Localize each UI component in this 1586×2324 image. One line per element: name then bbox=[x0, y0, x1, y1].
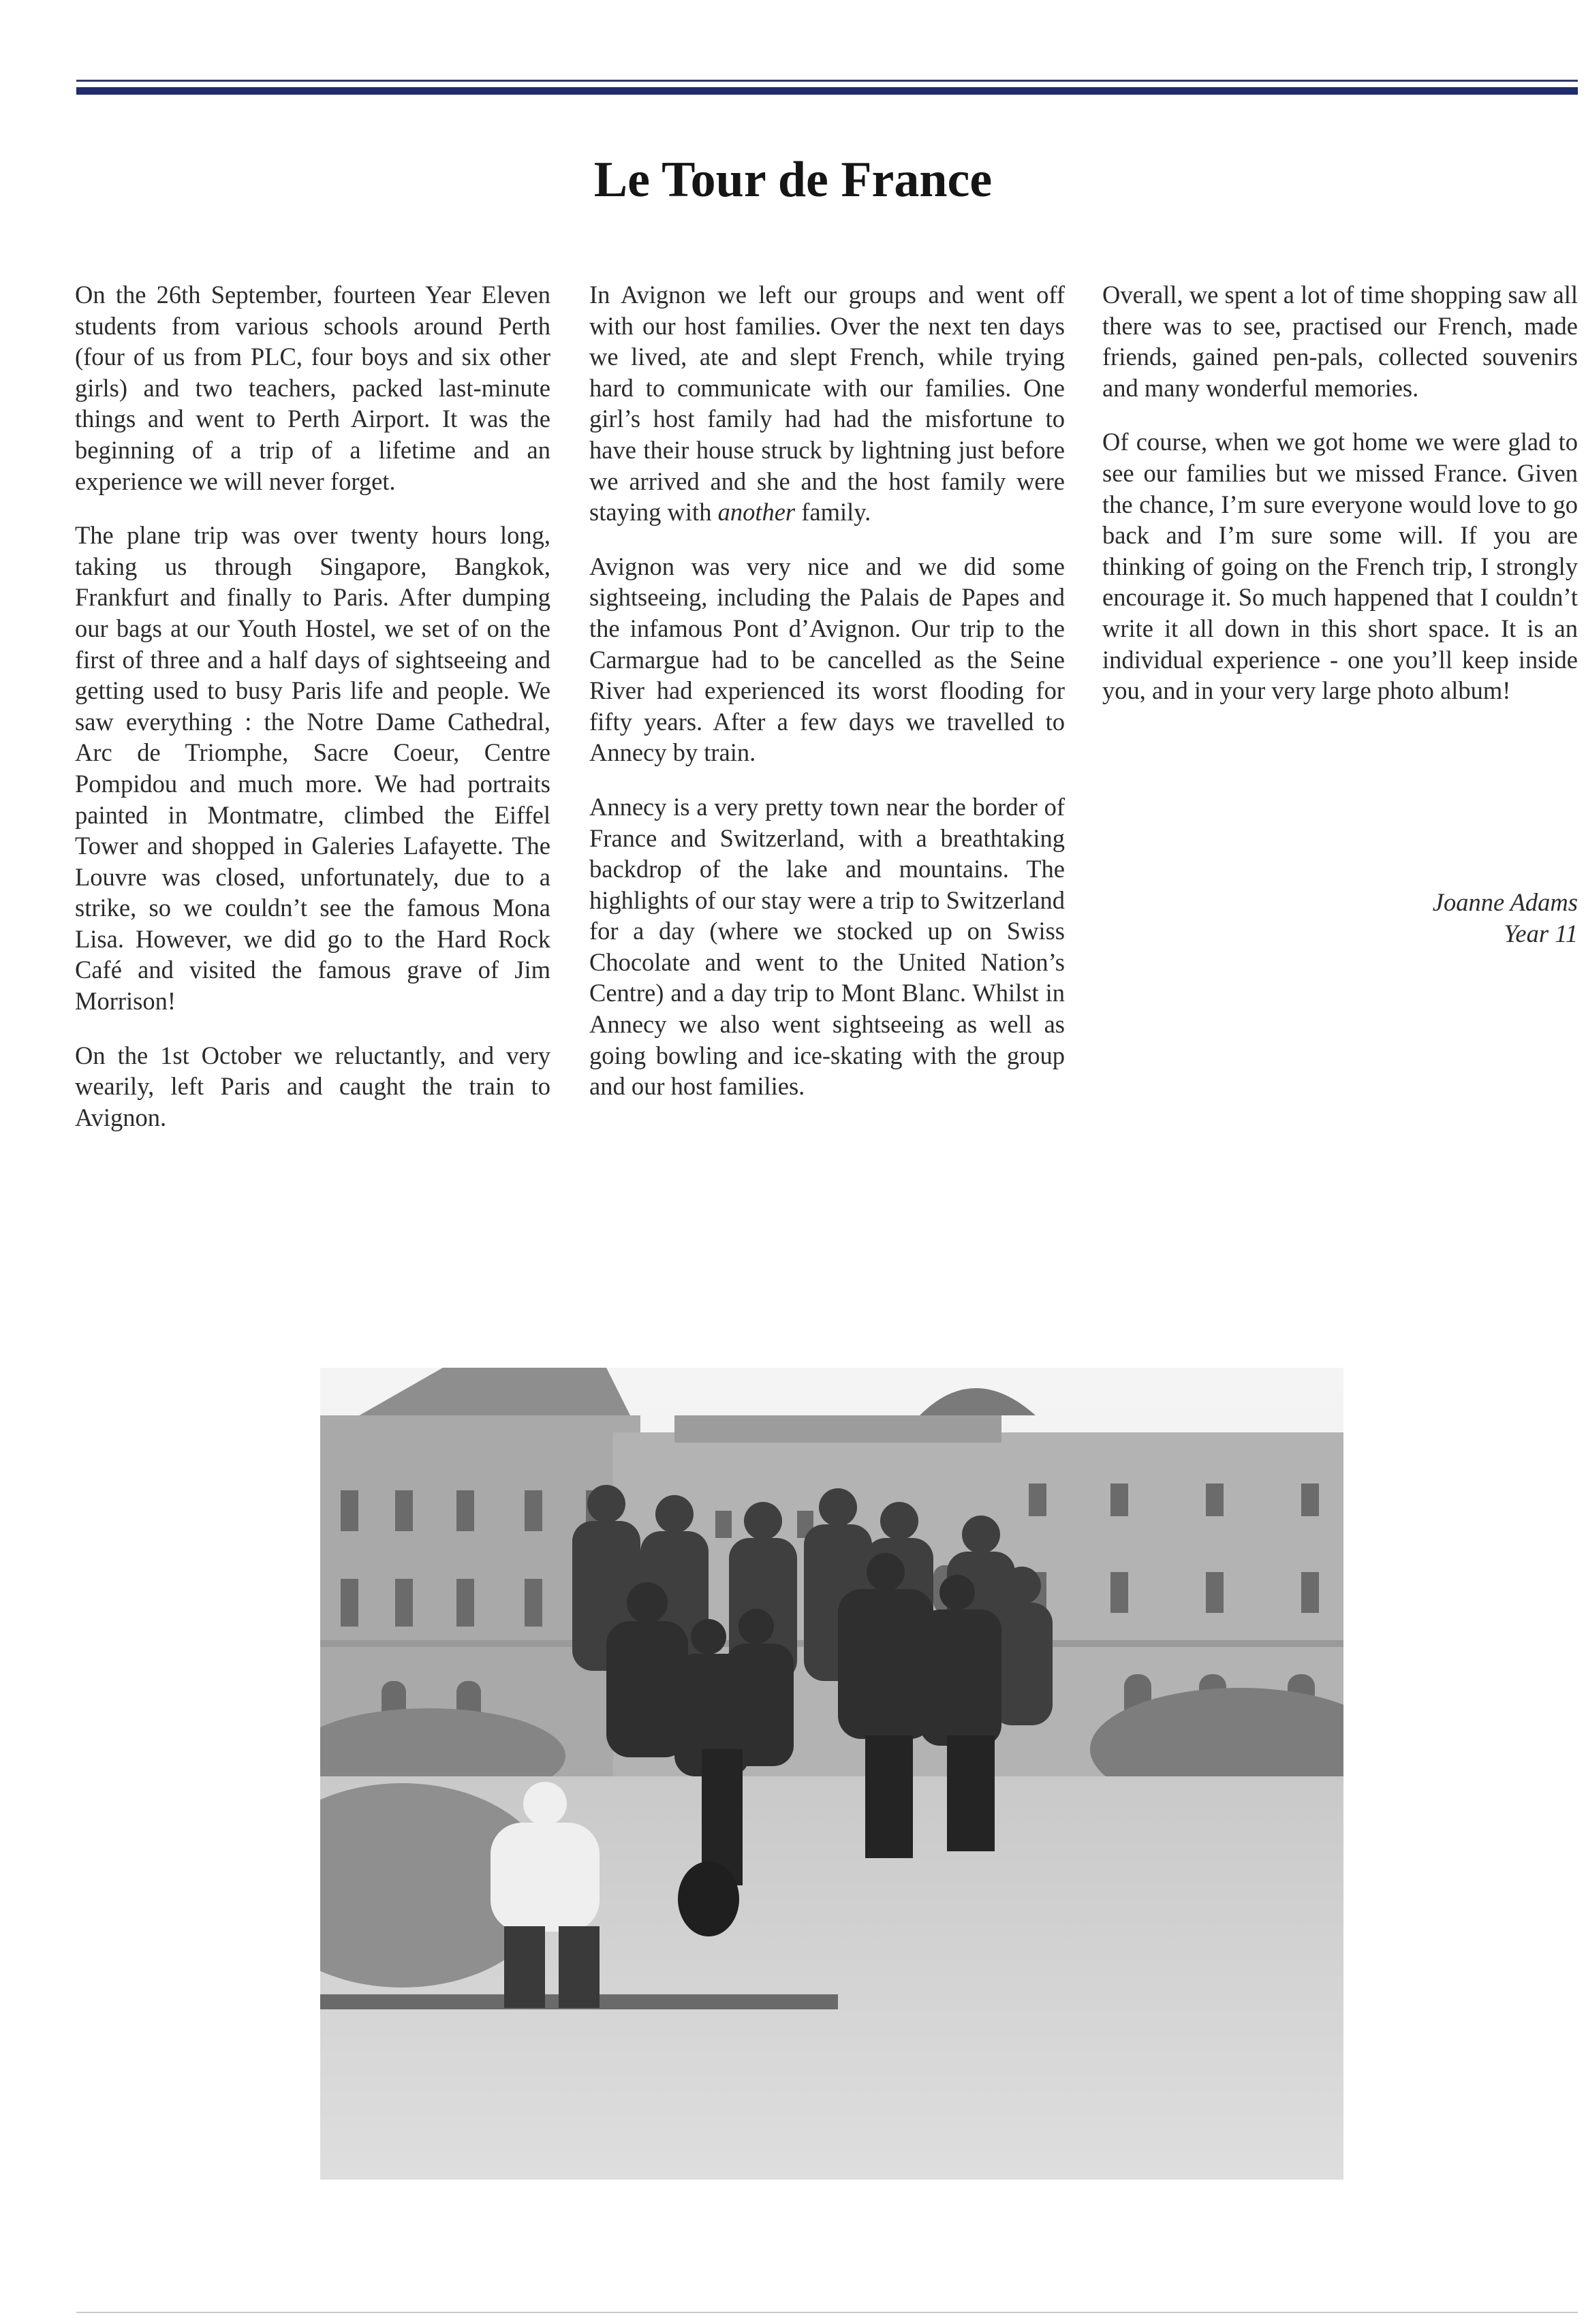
paragraph: On the 26th September, fourteen Year Eleven students from various schools around Perth (four of us from PLC, four boys and six other girls) and two teachers, packed last-minute things and went to Perth Airport. It was the beginning of a trip of a lifetime and an experience we will never forget. bbox=[75, 281, 550, 495]
paragraph: Overall, we spent a lot of time shopping saw all there was to see, practised our French, made friends, gained pen-pals, collected souvenirs and many wonderful memories. bbox=[1102, 281, 1578, 402]
paragraph: The plane trip was over twenty hours long, taking us through Singapore, Bangkok, Frankfurt and finally to Paris. After dumping our bags at our Youth Hostel, we set of on the first of three and a half days of sightseeing and getting used to busy Paris life and people. We saw everything : the Notre Dame Cathedral, Arc de Triomphe, Sacre Coeur, Centre Pompidou and much more. We had portraits painted in Montmatre, climbed the Eiffel Tower and shopped in Galeries Lafayette. The Louvre was closed, unfortunately, due to a strike, so we couldn’t see the famous Mona Lisa. However, we did go to the Hard Rock Café and visited the famous grave of Jim Morrison! bbox=[75, 521, 550, 1016]
paragraph: Of course, when we got home we were glad to see our families but we missed France. Given the chance, I’m sure everyone would love to go back and I’m sure some will. If you are thinking of going on the French trip, I strongly encourage it. So much happened that I couldn’t write it all down in this short space. It is an individual experience - one you’ll keep inside you, and in your very large photo album! bbox=[1102, 428, 1578, 705]
bottom-rule bbox=[76, 2312, 1578, 2313]
page-title: Le Tour de France bbox=[593, 152, 993, 208]
group-photo bbox=[320, 1368, 1343, 2180]
paragraph: Avignon was very nice and we did some sightseeing, including the Palais de Papes and the infamous Pont d’Avignon. Our trip to the Carmargue had to be cancelled as the Seine River had experienced its worst flooding for fifty years. After a few days we travelled to Annecy by train. bbox=[589, 552, 1065, 767]
author-signature bbox=[1102, 887, 1578, 949]
paragraph-text: family. bbox=[801, 498, 871, 527]
author-year: Year 11 bbox=[1504, 920, 1578, 947]
paragraph-text: In Avignon we left our groups and went off with our host families. Over the next ten days we lived, ate and slept French, while trying hard to communicate with our families. One girl’s host family had had the misfortune to have their house struck by lightning just before we arrived and she and the host family were staying with bbox=[589, 281, 1065, 527]
paragraph bbox=[589, 279, 1065, 528]
paragraph: Annecy is a very pretty town near the border of France and Switzerland, with a breathtaking backdrop of the lake and mountains. The highlights of our stay were a trip to Switzerland for a day (where we stocked up on Swiss Chocolate and went to the United Nation’s Centre) and a day trip to Mont Blanc. Whilst in Annecy we also went sightseeing as well as going bowling and ice-skating with the group and our host families. bbox=[589, 792, 1065, 1101]
article-column-1 bbox=[75, 279, 550, 1156]
top-rule-thin bbox=[76, 80, 1578, 82]
article-column-3 bbox=[1102, 279, 1578, 729]
top-rule-thick bbox=[76, 87, 1578, 95]
paragraph: On the 1st October we reluctantly, and very wearily, left Paris and caught the train to Avignon. bbox=[75, 1041, 550, 1131]
article-column-2 bbox=[589, 279, 1065, 1125]
emphasis-text: another bbox=[717, 498, 796, 527]
author-name: Joanne Adams bbox=[1432, 888, 1578, 916]
